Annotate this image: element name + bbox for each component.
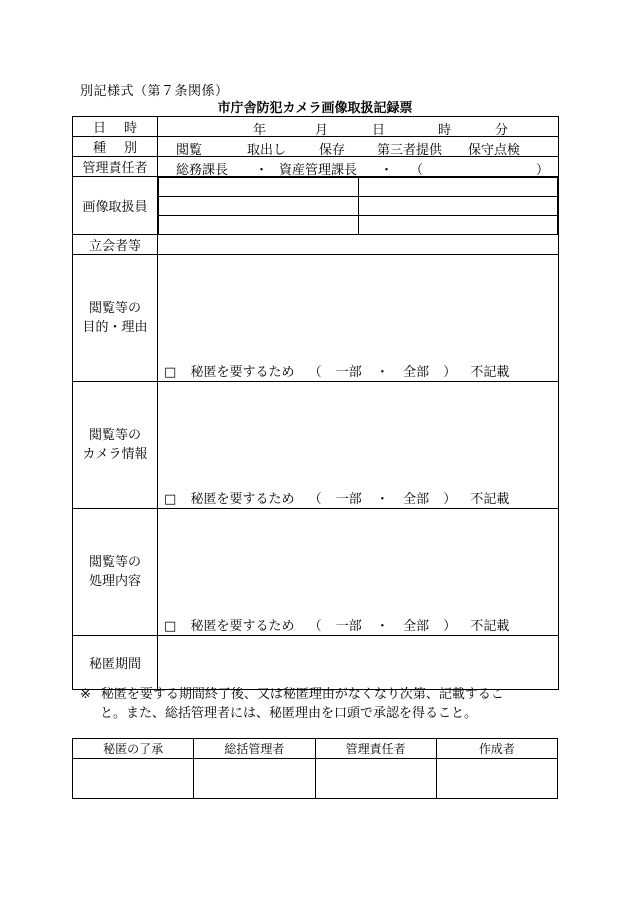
type-label-char1: 種 [92, 141, 106, 156]
secret-period-row [73, 636, 559, 690]
approval-table [72, 738, 558, 799]
note-mark: ※ [80, 687, 91, 702]
datetime-field[interactable] [158, 117, 559, 137]
handler-grid [158, 177, 558, 234]
note [80, 685, 560, 723]
type-option-extract[interactable]: 取出し [247, 142, 287, 158]
note-line2: と。また、総括管理者には、秘匿理由を口頭で承認を得ること。 [100, 706, 478, 721]
secret-text: 秘匿を要するため [190, 492, 295, 507]
purpose-label-line1: 閲覧等の [88, 301, 141, 316]
handler-field [158, 177, 559, 235]
paren-open: （ [308, 492, 322, 507]
note-text1: 秘匿を要する期間終了後、又は秘匿理由がなくなり次第、記載するこ [100, 687, 504, 702]
camera-field[interactable] [158, 382, 559, 509]
witness-row [73, 235, 559, 255]
datetime-label [73, 117, 158, 137]
secret-text: 秘匿を要するため [190, 365, 295, 380]
unit-month: 月 [315, 122, 329, 138]
unit-hour: 時 [438, 122, 452, 138]
checkbox-icon[interactable]: □ [164, 365, 177, 380]
approval-seal-row [73, 759, 558, 799]
handler-cell[interactable] [159, 216, 359, 235]
purpose-row [73, 255, 559, 382]
paren-close: ） [443, 619, 457, 634]
approval-header-secret-consent: 秘匿の了承 [73, 739, 194, 759]
secret-all[interactable]: 全部 [403, 619, 430, 634]
secret-all[interactable]: 全部 [403, 492, 430, 507]
purpose-label [73, 255, 158, 382]
handler-cell[interactable] [358, 178, 558, 197]
manager-paren-close: ） [536, 162, 550, 178]
seal-cell-author[interactable] [436, 759, 557, 799]
secret-period-field[interactable] [158, 636, 559, 690]
handler-label: 画像取扱員 [73, 177, 158, 235]
secret-partial[interactable]: 一部 [335, 492, 362, 507]
checkbox-icon[interactable]: □ [164, 619, 177, 634]
handler-cell[interactable] [159, 178, 359, 197]
manager-label: 管理責任者 [73, 157, 158, 177]
record-form-table [72, 116, 559, 690]
manager-field [158, 157, 559, 177]
secret-line [164, 361, 509, 380]
secret-dot: ・ [375, 492, 389, 507]
unit-year: 年 [253, 122, 267, 138]
secret-dot: ・ [375, 619, 389, 634]
secret-partial[interactable]: 一部 [335, 365, 362, 380]
approval-header-author: 作成者 [436, 739, 557, 759]
seal-cell-manager[interactable] [315, 759, 436, 799]
process-label-line2: 処理内容 [88, 574, 141, 589]
type-row [73, 137, 559, 157]
handler-cell[interactable] [159, 197, 359, 216]
paren-close: ） [443, 492, 457, 507]
datetime-row [73, 117, 559, 137]
witness-field[interactable] [158, 235, 559, 255]
secret-all[interactable]: 全部 [403, 365, 430, 380]
secret-period-label: 秘匿期間 [73, 636, 158, 690]
checkbox-icon[interactable]: □ [164, 492, 177, 507]
secret-omit: 不記載 [470, 365, 510, 380]
type-option-maintenance[interactable]: 保守点検 [468, 142, 521, 158]
type-option-view[interactable]: 閲覧 [176, 142, 203, 158]
process-field[interactable] [158, 509, 559, 636]
process-label-line1: 閲覧等の [88, 555, 141, 570]
note-line1 [80, 685, 560, 704]
seal-cell-secret-consent[interactable] [73, 759, 194, 799]
handler-cell[interactable] [358, 216, 558, 235]
manager-separator-2: ・ [380, 162, 394, 178]
process-label [73, 509, 158, 636]
manager-option-general-affairs[interactable]: 総務課長 [176, 162, 229, 178]
unit-minute: 分 [495, 122, 509, 138]
type-option-save[interactable]: 保存 [319, 142, 346, 158]
document-title: 市庁舎防犯カメラ画像取扱記録票 [217, 101, 413, 116]
witness-label: 立会者等 [73, 235, 158, 255]
camera-label-line1: 閲覧等の [88, 428, 141, 443]
secret-line [164, 488, 509, 507]
camera-label [73, 382, 158, 509]
approval-header-row [73, 739, 558, 759]
process-row [73, 509, 559, 636]
paren-open: （ [308, 365, 322, 380]
secret-line [164, 615, 509, 634]
form-caption: 別記様式（第７条関係） [80, 84, 229, 99]
type-field [158, 137, 559, 157]
paren-open: （ [308, 619, 322, 634]
paren-close: ） [443, 365, 457, 380]
camera-label-line2: カメラ情報 [82, 447, 148, 462]
type-label-char2: 別 [124, 141, 138, 156]
secret-dot: ・ [375, 365, 389, 380]
datetime-label-char2: 時 [124, 121, 138, 136]
secret-omit: 不記載 [470, 492, 510, 507]
datetime-label-char1: 日 [92, 121, 106, 136]
unit-day: 日 [372, 122, 386, 138]
type-option-third-party[interactable]: 第三者提供 [377, 142, 443, 158]
approval-header-manager: 管理責任者 [315, 739, 436, 759]
manager-option-asset[interactable]: 資産管理課長 [279, 162, 358, 178]
handler-row [73, 177, 559, 235]
seal-cell-general-manager[interactable] [194, 759, 315, 799]
purpose-field[interactable] [158, 255, 559, 382]
camera-row [73, 382, 559, 509]
approval-header-general-manager: 総括管理者 [194, 739, 315, 759]
secret-text: 秘匿を要するため [190, 619, 295, 634]
manager-paren-open: （ [410, 162, 424, 178]
manager-separator: ・ [255, 162, 269, 178]
manager-row [73, 157, 559, 177]
purpose-label-line2: 目的・理由 [82, 320, 148, 335]
handler-cell[interactable] [358, 197, 558, 216]
type-label [73, 137, 158, 157]
secret-partial[interactable]: 一部 [335, 619, 362, 634]
secret-omit: 不記載 [470, 619, 510, 634]
